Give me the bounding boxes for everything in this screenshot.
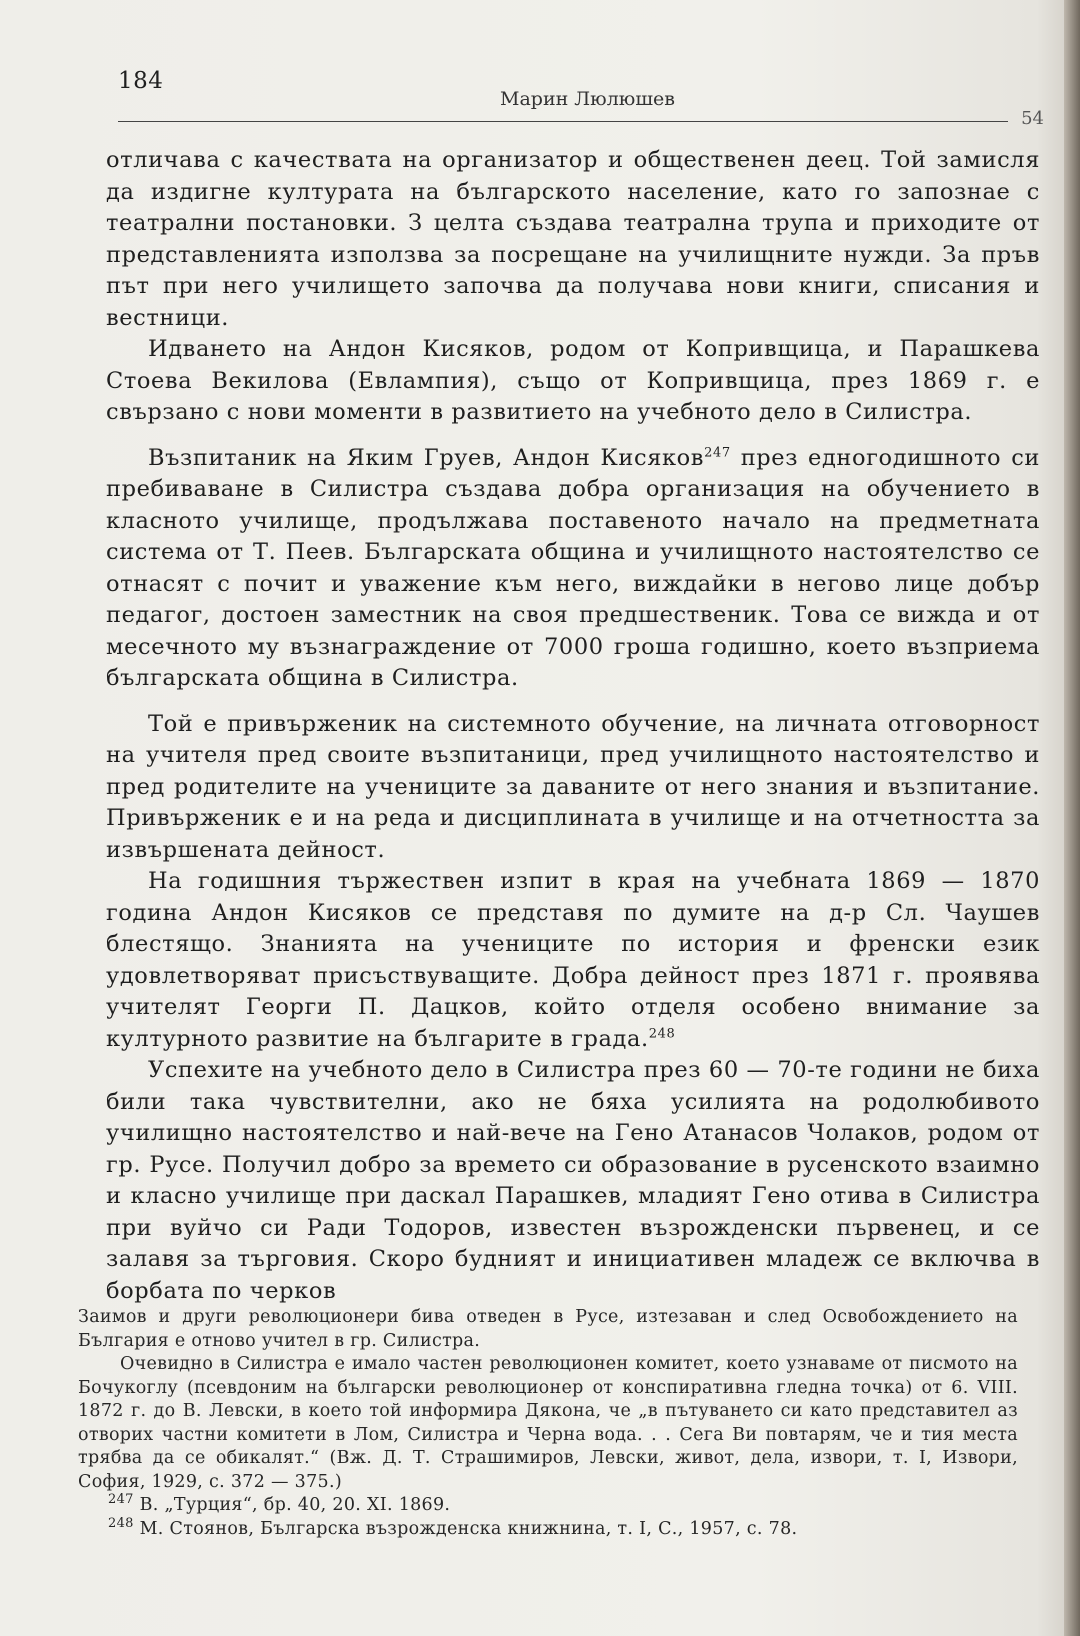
running-title: Марин Люлюшев	[500, 88, 675, 110]
footnote-number: 248	[108, 1515, 134, 1531]
main-text	[106, 145, 1040, 1307]
corner-number: 54	[1021, 108, 1044, 129]
book-spine-shadow	[1064, 0, 1080, 1636]
footnote-paragraph: Очевидно в Силистра е имало частен революционен комитет, което узнаваме от писмото на Бочукоглу (псевдоним на български революционер от конспиративна гледна точка) от 6. VIII. 1872 г. до В. Левски, в което той информира Дякона, че „в пътуването си като представител аз отворих частни комитети в Лом, Силистра и Черна вода. . . Сега Ви повтарям, че и тия места трябва да се обикалят.“ (Вж. Д. Т. Страшимиров, Левски, живот, дела, извори, т. I, Извори, София, 1929, с. 372 — 375.)	[78, 1354, 1018, 1492]
page-number: 184	[118, 68, 164, 94]
footnote-text: М. Стоянов, Българска възрожденска книжнина, т. I, С., 1957, с. 78.	[139, 1518, 798, 1539]
footnote-continuation: Заимов и други революционери бива отведен в Русе, изтезаван и след Освобождението на България е отново учител в гр. Силистра.	[78, 1307, 1018, 1351]
paragraph-text: през едногодишното си пребиваване в Силистра създава добра организация на обучението в класното училище, продължава поставеното начало на предметната система от Т. Пеев. Българската община и училищното настоятелство се отнасят с почит и уважение към него, виждайки в негово лице добър педагог, достоен заместник на своя предшественик. Това се вижда и от месечното му възнаграждение от 7000 гроша годишно, което възприема българската община в Силистра.	[106, 444, 1040, 691]
paragraph: Той е привърженик на системното обучение, на личната отговорност на учителя пред своите възпитаници, пред училищното настоятелство и пред родителите на учениците за даваните от него знания и възпитание. Привърженик е и на реда и дисциплината в училище и на отчетността за извършената дейност.	[106, 710, 1040, 863]
footnote-number: 247	[108, 1492, 134, 1508]
paragraph: Идването на Андон Кисяков, родом от Копривщица, и Парашкева Стоева Векилова (Евлампия), също от Копривщица, през 1869 г. е свързано с нови моменти в развитието на учебното дело в Силистра.	[106, 336, 1040, 425]
footnote-248	[78, 1515, 1018, 1542]
paragraph: Успехите на учебното дело в Силистра през 60 — 70-те години не биха били така чувствителни, ако не бяха усилията на родолюбивото училищно настоятелство и най-вече на Гено Атанасов Чолаков, родом от гр. Русе. Получил добро за времето си образование в русенското взаимно и класно училище при даскал Парашкев, младият Гено отива в Силистра при вуйчо си Ради Тодоров, известен възрожденски първенец, и се залавя за търговия. Скоро будният и инициативен младеж се включва в борбата по черков	[106, 1057, 1040, 1304]
paragraph	[106, 443, 1040, 695]
footnote-ref-248: 248	[648, 1026, 676, 1041]
footnotes	[78, 1306, 1018, 1541]
header-rule	[118, 121, 1008, 122]
paragraph-text: Възпитаник на Яким Груев, Андон Кисяков	[148, 444, 705, 471]
footnote-247	[78, 1494, 1018, 1518]
paragraph: отличава с качествата на организатор и общественен деец. Той замисля да издигне културата на българското население, като го запознае с театрални постановки. З целта създава театрална трупа и приходите от представленията използва за посрещане на училищните нужди. За пръв път при него училището започва да получава нови книги, списания и вестници.	[106, 147, 1040, 331]
page-header	[118, 68, 1048, 128]
paragraph-text: На годишния тържествен изпит в края на учебната 1869 — 1870 година Андон Кисяков се представя по думите на д-р Сл. Чаушев блестящо. Знанията на учениците по история и френски език удовлетворяват присъствуващите. Добра дейност през 1871 г. проявява учителят Георги П. Дацков, който отделя особено внимание за културното развитие на българите в града.	[106, 868, 1040, 1052]
footnote-text: В. „Турция“, бр. 40, 20. XI. 1869.	[139, 1495, 451, 1515]
paragraph	[106, 866, 1040, 1055]
footnote-ref-247: 247	[704, 445, 731, 460]
